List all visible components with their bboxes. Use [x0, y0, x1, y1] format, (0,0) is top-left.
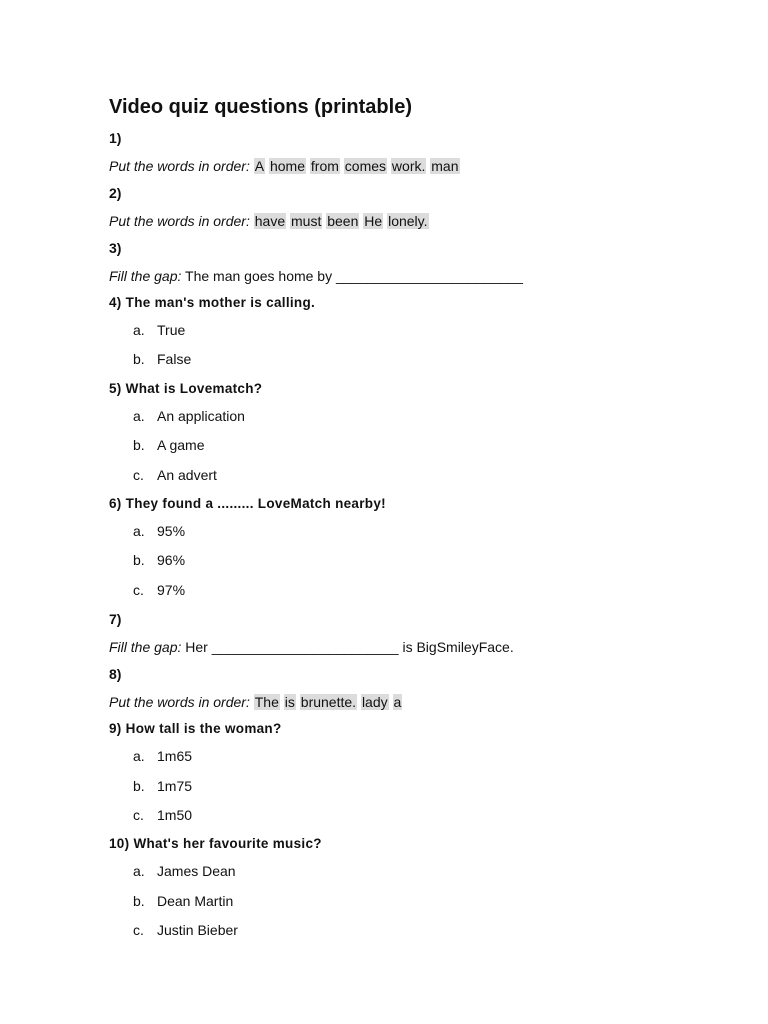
- word-chip: He: [364, 213, 383, 229]
- question-number: 3): [109, 240, 122, 256]
- option-letter: b.: [133, 777, 145, 794]
- option-label: False: [157, 351, 192, 368]
- option-item: [109, 806, 709, 824]
- option-label: 1m75: [157, 777, 193, 794]
- prompt-lead: Put the words in order:: [109, 213, 250, 229]
- option-letter: b.: [133, 437, 145, 454]
- option-list: [109, 747, 709, 824]
- option-item: [109, 892, 709, 910]
- word-chip: from: [310, 158, 339, 174]
- fill-gap-prompt: [109, 267, 709, 285]
- option-item: [109, 862, 709, 880]
- option-item: [109, 581, 709, 599]
- option-label: 96%: [157, 552, 186, 569]
- option-label: Justin Bieber: [157, 922, 238, 939]
- prompt-lead: Fill the gap:: [109, 639, 182, 656]
- word-chip: home: [269, 158, 306, 174]
- question-number: 2): [109, 185, 122, 201]
- word-chip: brunette.: [300, 694, 357, 711]
- option-label: 97%: [157, 581, 186, 598]
- word-chip: is: [284, 694, 295, 711]
- option-item: [109, 551, 709, 569]
- option-label: 1m50: [157, 806, 193, 823]
- word-chip: have: [254, 213, 286, 229]
- word-chip: work.: [391, 158, 426, 174]
- option-item: [109, 321, 709, 339]
- option-letter: b.: [133, 351, 145, 368]
- option-letter: c.: [133, 581, 144, 598]
- prompt-text: Her ________________________ is BigSmileyFace.: [185, 639, 514, 656]
- question-text: 6) They found a ......... LoveMatch nearby!: [109, 495, 386, 511]
- word-chip: comes: [344, 158, 387, 174]
- option-letter: b.: [133, 892, 145, 909]
- word-chip: The: [254, 694, 279, 711]
- option-list: [109, 862, 709, 939]
- prompt-lead: Put the words in order:: [109, 158, 250, 174]
- option-list: [109, 407, 709, 484]
- word-chip: must: [291, 213, 322, 229]
- fill-gap-prompt: [109, 638, 709, 656]
- word-chip: A: [254, 158, 265, 174]
- option-label: An application: [157, 407, 245, 424]
- option-label: Dean Martin: [157, 892, 234, 909]
- question-text: 4) The man's mother is calling.: [109, 295, 316, 310]
- question-number: 8): [109, 666, 122, 683]
- word-order-prompt: [109, 157, 709, 175]
- question-text: 10) What's her favourite music?: [109, 836, 322, 852]
- question-text: 9) How tall is the woman?: [109, 721, 282, 737]
- word-chip: a: [393, 694, 402, 711]
- option-letter: a.: [133, 522, 145, 539]
- option-label: A game: [157, 437, 205, 454]
- option-label: James Dean: [157, 863, 236, 880]
- option-letter: c.: [133, 466, 144, 483]
- question-number: 7): [109, 611, 122, 628]
- prompt-text: The man goes home by ________________________: [185, 268, 523, 284]
- option-item: [109, 777, 709, 795]
- word-chip: lady: [361, 694, 388, 711]
- word-order-prompt: [109, 212, 709, 230]
- option-letter: a.: [133, 407, 145, 424]
- prompt-lead: Put the words in order:: [109, 694, 250, 711]
- question-text: 5) What is Lovematch?: [109, 380, 263, 396]
- option-list: [109, 321, 709, 368]
- option-letter: b.: [133, 552, 145, 569]
- word-order-prompt: [109, 693, 709, 711]
- document-content: [109, 94, 709, 950]
- option-item: [109, 407, 709, 425]
- prompt-lead: Fill the gap:: [109, 268, 182, 284]
- option-item: [109, 350, 709, 368]
- option-letter: c.: [133, 922, 144, 939]
- option-letter: a.: [133, 322, 145, 338]
- option-label: 95%: [157, 522, 186, 539]
- option-label: True: [157, 322, 186, 338]
- option-letter: a.: [133, 748, 145, 765]
- option-item: [109, 747, 709, 765]
- option-label: 1m65: [157, 748, 193, 765]
- option-label: An advert: [157, 466, 217, 483]
- option-item: [109, 466, 709, 484]
- option-item: [109, 436, 709, 454]
- word-chip: man: [431, 158, 459, 174]
- page-title: Video quiz questions (printable): [109, 96, 412, 118]
- word-chip: lonely.: [388, 213, 428, 229]
- option-list: [109, 522, 709, 599]
- word-chip: been: [327, 213, 359, 229]
- option-letter: c.: [133, 806, 144, 823]
- option-item: [109, 522, 709, 540]
- option-item: [109, 921, 709, 939]
- option-letter: a.: [133, 863, 145, 880]
- question-number: 1): [109, 130, 122, 146]
